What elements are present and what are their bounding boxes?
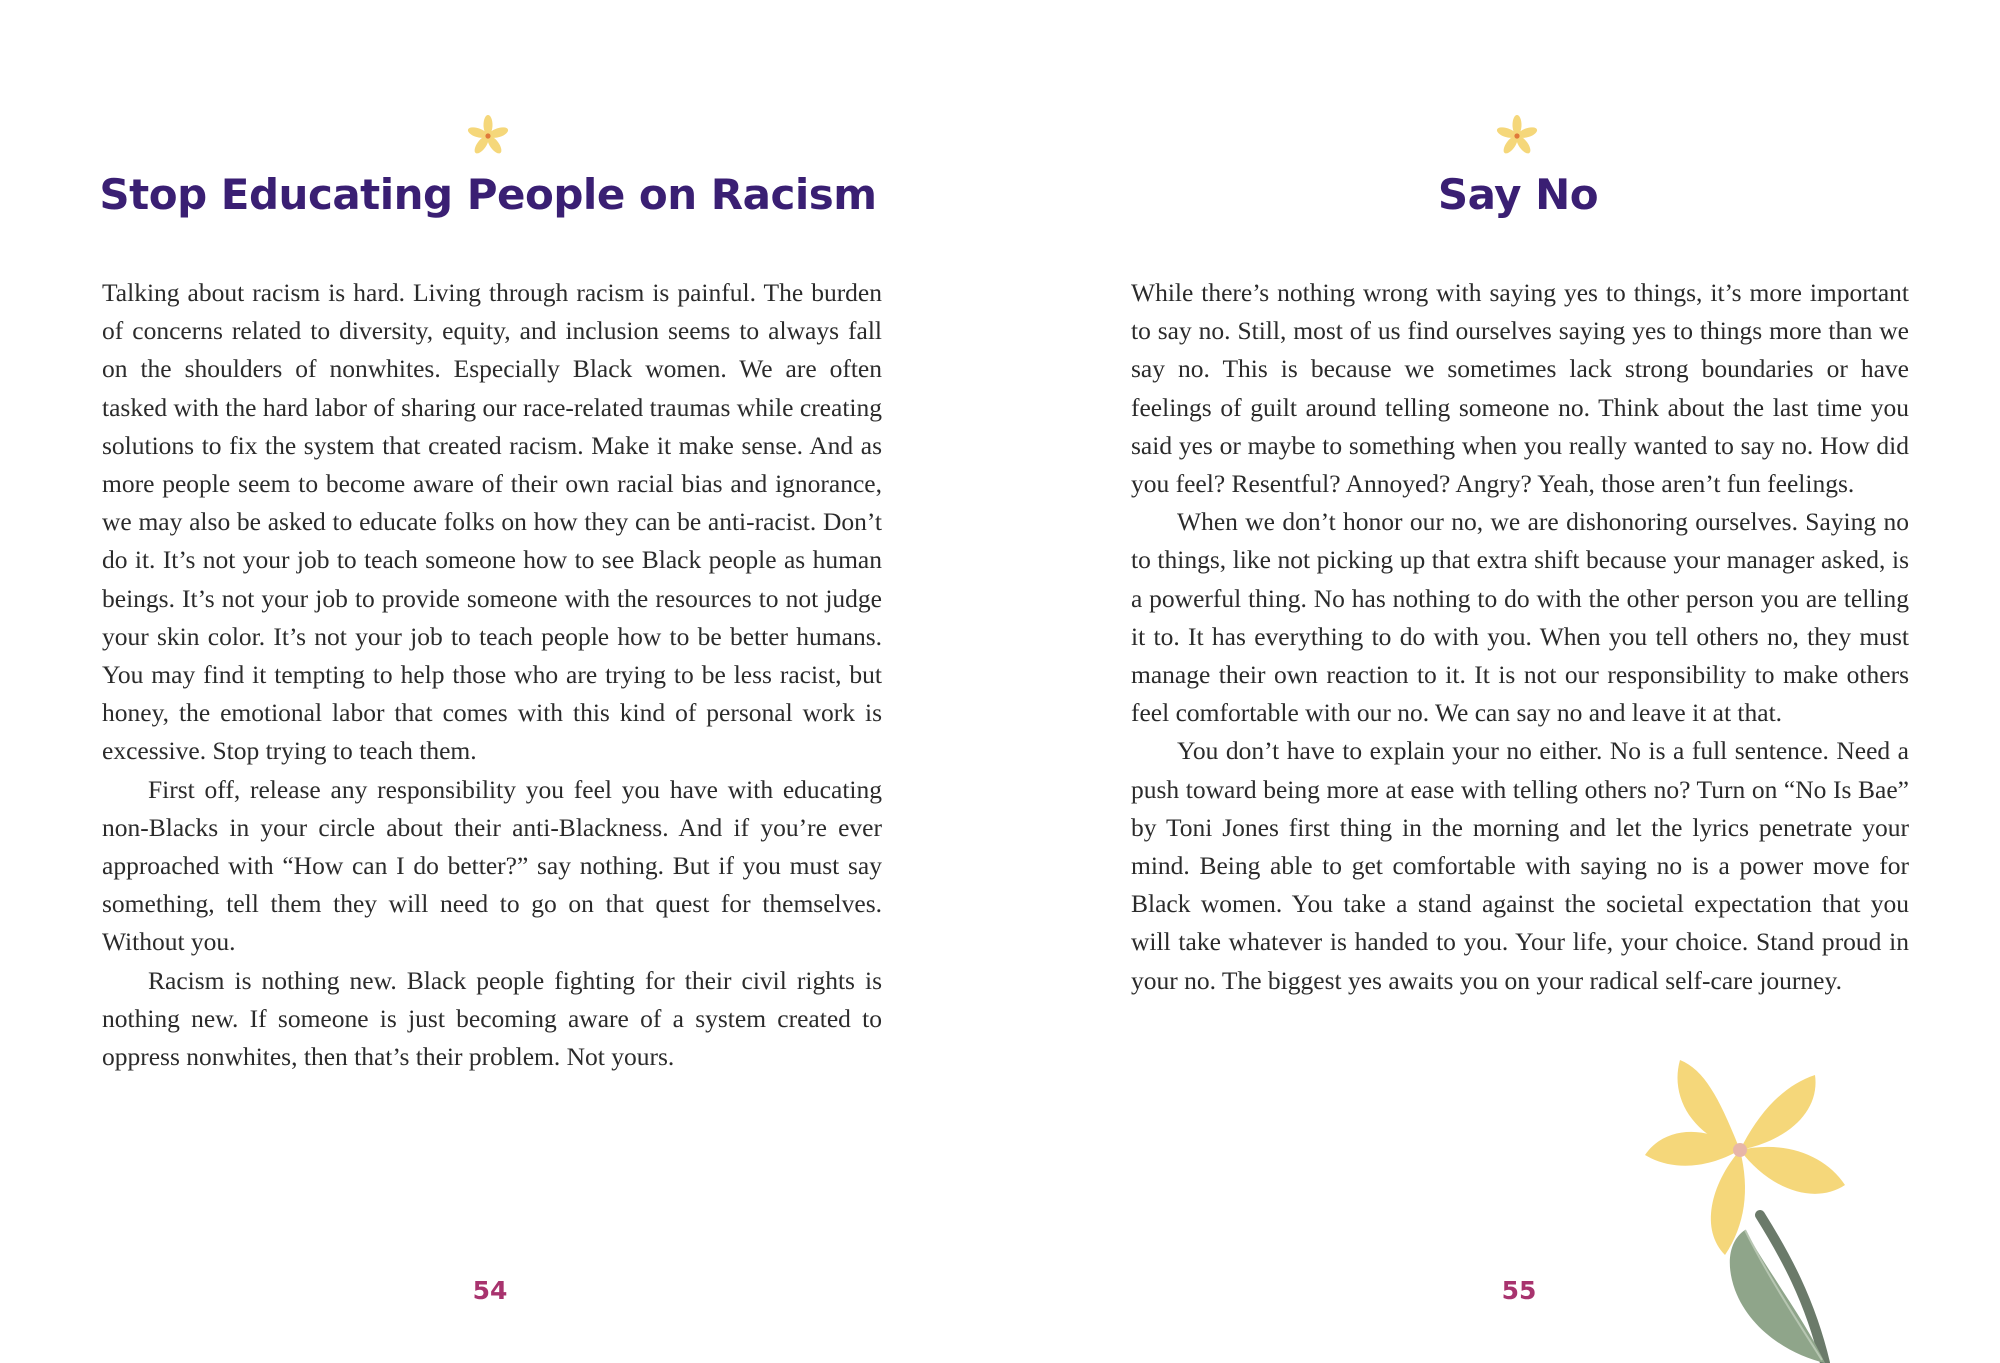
paragraph: You don’t have to explain your no either. No is a full sentence. Need a push toward being more at ease with telling others no? Turn on “No Is Bae” by Toni Jones first thing in the morning and let the lyrics penetrate your mind. Being able to get comfortable with saying no is a power move for Black women. You take a stand against the societal expectation that you will take whatever is handed to you. Your life, your choice. Stand proud in your no. The biggest yes awaits you on your radical self-care journey. bbox=[1131, 736, 1909, 995]
paragraph: While there’s nothing wrong with saying yes to things, it’s more important to say no. Still, most of us find ourselves saying yes to things more than we say no. This is because we sometimes lack strong boundaries or have feelings of guilt around telling someone no. Think about the last time you said yes or maybe to something when you really wanted to say no. How did you feel? Resentful? Annoyed? Angry? Yeah, those aren’t fun feelings. bbox=[1131, 278, 1909, 499]
paragraph: When we don’t honor our no, we are dishonoring ourselves. Saying no to things, like not picking up that extra shift because your manager asked, is a powerful thing. No has nothing to do with the other person you are telling it to. It has everything to do with you. When you tell others no, they must manage their own reaction to it. It is not our responsibility to make others feel comfortable with our no. We can say no and leave it at that. bbox=[1131, 507, 1909, 728]
page-title: Stop Educating People on Racism bbox=[99, 170, 877, 219]
small-yellow-flower-icon bbox=[464, 112, 512, 160]
page-number: 55 bbox=[1501, 1276, 1537, 1305]
paragraph: Talking about racism is hard. Living through racism is painful. The burden of concerns related to diversity, equity, and inclusion seems to always fall on the shoulders of nonwhites. Especially Black women. We are often tasked with the hard labor of sharing our race-related traumas while creating solutions to fix the system that created racism. Make it make sense. And as more people seem to become aware of their own racial bias and ignorance, we may also be asked to educate folks on how they can be anti-racist. Don’t do it. It’s not your job to teach someone how to see Black people as human beings. It’s not your job to provide someone with the resources to not judge your skin color. It’s not your job to teach people how to be better humans. You may find it tempting to help those who are trying to be less racist, but honey, the emotional labor that comes with this kind of personal work is excessive. Stop trying to teach them. bbox=[102, 278, 882, 766]
body-text bbox=[102, 274, 882, 1076]
small-yellow-flower-icon bbox=[1493, 112, 1541, 160]
paragraph: First off, release any responsibility you feel you have with educating non-Blacks in your circle about their anti-Blackness. And if you’re ever approached with “How can I do better?” say nothing. But if you must say something, tell them they will need to go on that quest for themselves. Without you. bbox=[102, 774, 882, 957]
paragraph: Racism is nothing new. Black people fighting for their civil rights is nothing new. If someone is just becoming aware of a system created to oppress nonwhites, then that’s their problem. Not yours. bbox=[102, 965, 882, 1072]
body-text bbox=[1131, 274, 1909, 1000]
yellow-flower-illustration bbox=[1610, 1040, 1870, 1363]
page-number: 54 bbox=[472, 1276, 508, 1305]
page-title: Say No bbox=[1437, 170, 1599, 219]
